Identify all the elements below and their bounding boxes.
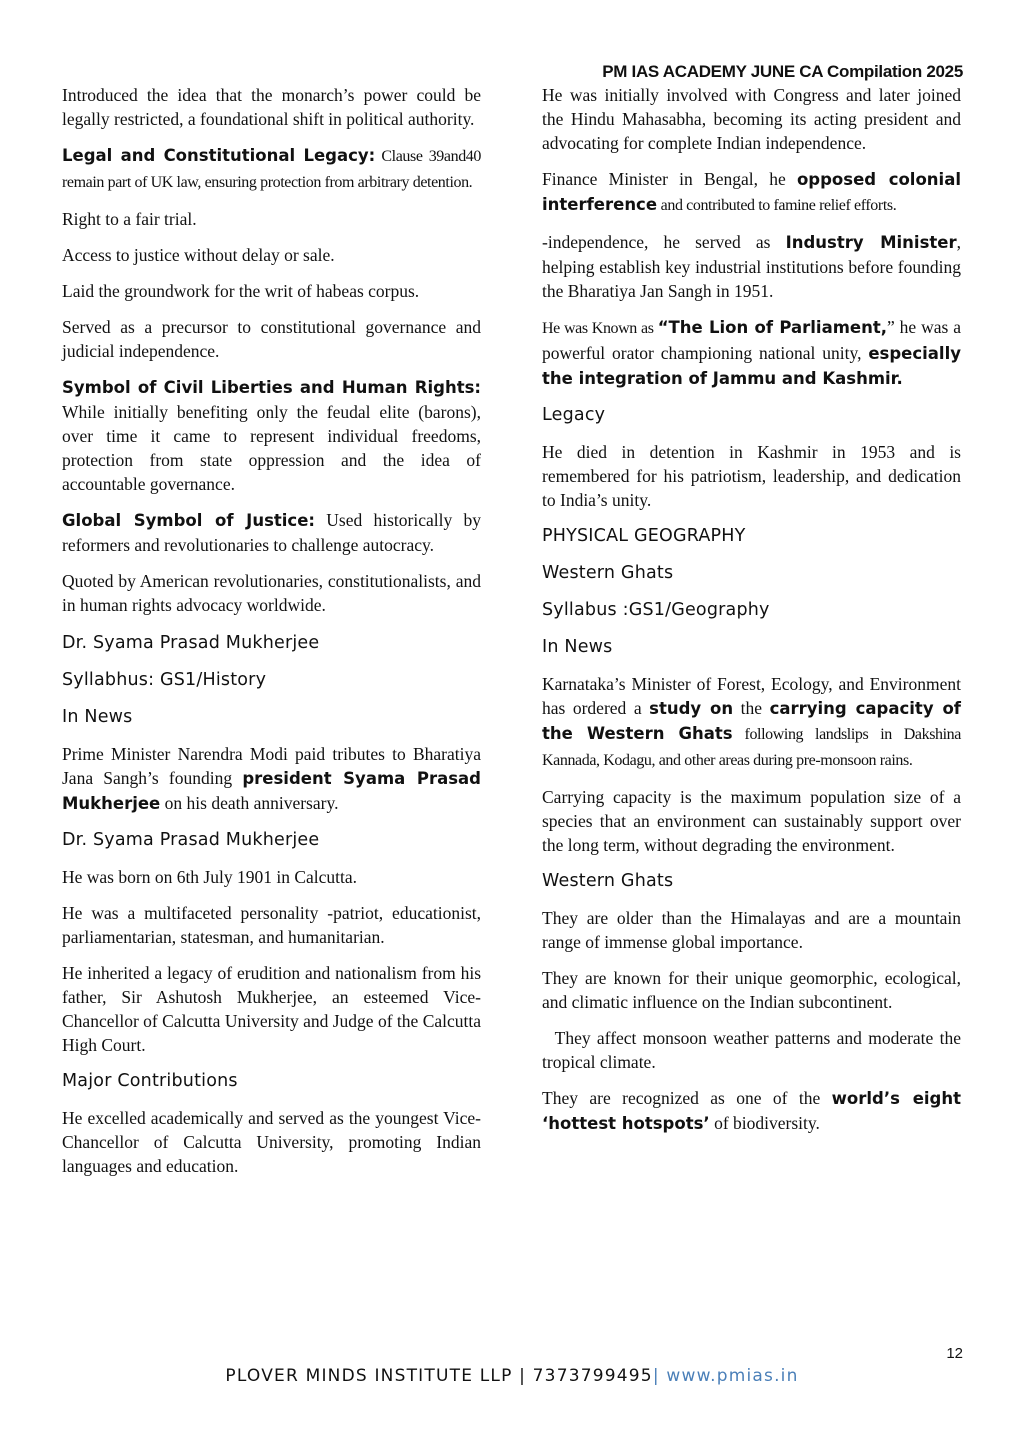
footer-org: PLOVER MINDS INSTITUTE LLP | 7373799495 — [225, 1366, 653, 1386]
text: Karnataka’s Minister of Forest, Ecology, and Environment has ordered a — [542, 674, 961, 718]
paragraph: He inherited a legacy of erudition and nationalism from his father, Sir Ashutosh Mukherjee, an esteemed Vice-Chancellor of Calcutta University and Judge of the Calcutta High Court. — [62, 963, 481, 1055]
paragraph-finance — [542, 167, 961, 218]
paragraph-legal-legacy — [62, 143, 481, 195]
text: They are recognized as one of the — [542, 1088, 832, 1108]
paragraph-lion — [542, 315, 961, 391]
page-number: 12 — [946, 1345, 963, 1362]
text: Used historically by reformers and revolutionaries to challenge autocracy. — [62, 510, 482, 555]
paragraph: Carrying capacity is the maximum population size of a species that an environment can sustainably support over the long term, without degrading the environment. — [542, 787, 961, 855]
syllabus-heading: Syllabus :GS1/Geography — [542, 600, 770, 620]
bold-text: Industry Minister — [785, 233, 957, 252]
left-column — [62, 83, 481, 1190]
paragraph-news — [62, 742, 481, 816]
section-heading: Dr. Syama Prasad Mukherjee — [62, 830, 320, 850]
paragraph: He died in detention in Kashmir in 1953 and is remembered for his patriotism, leadership, and dedication to India’s unity. — [542, 442, 961, 510]
bold-text: “The Lion of Parliament, — [657, 318, 887, 337]
paragraph: He was born on 6th July 1901 in Calcutta. — [62, 867, 358, 887]
paragraph: They are older than the Himalayas and are a mountain range of immense global importance. — [542, 908, 961, 952]
text: ” he was a powerful orator championing national unity, — [542, 317, 961, 363]
footer — [0, 1366, 1024, 1386]
paragraph: Right to a fair trial. — [62, 209, 197, 229]
header-title: PM IAS ACADEMY JUNE CA Compilation 2025 — [602, 62, 963, 81]
paragraph: He was initially involved with Congress and later joined the Hindu Mahasabha, becoming its acting president and advocating for complete Indian independence. — [542, 85, 961, 153]
text: , helping establish key industrial institutions before founding the Bharatiya Jan Sangh in 1951. — [542, 232, 961, 301]
paragraph: Served as a precursor to constitutional governance and judicial independence. — [62, 317, 481, 361]
bold-text: especially the integration of Jammu and Kashmir. — [542, 344, 961, 388]
section-heading: Major Contributions — [62, 1071, 238, 1091]
paragraph: Introduced the idea that the monarch’s power could be legally restricted, a foundational shift in political authority. — [62, 85, 481, 129]
text: following landslips in Dakshina Kannada, Kodagu, and other areas during pre-monsoon rains. — [542, 726, 961, 769]
bold-text: opposed colonial interference — [542, 170, 961, 214]
paragraph-hotspots — [542, 1086, 961, 1136]
text: Clause 39and40 remain part of UK law, ensuring protection from arbitrary detention. — [62, 148, 482, 191]
in-news-heading: In News — [62, 707, 133, 727]
text: and contributed to famine relief efforts. — [657, 197, 897, 214]
footer-website-link[interactable]: www.pmias.in — [666, 1366, 799, 1386]
paragraph: Quoted by American revolutionaries, constitutionalists, and in human rights advocacy worldwide. — [62, 571, 481, 615]
paragraph: He excelled academically and served as the youngest Vice-Chancellor of Calcutta University, promoting Indian languages and education. — [62, 1108, 481, 1176]
text: He was Known as — [542, 320, 658, 337]
paragraph-industry — [542, 230, 961, 303]
text: -independence, he served as — [542, 232, 786, 252]
bold-text: study on — [649, 699, 734, 718]
bold-text: carrying capacity of the Western Ghats — [542, 699, 961, 743]
paragraph: Access to justice without delay or sale. — [62, 245, 335, 265]
legacy-heading: Legacy — [542, 405, 606, 425]
paragraph-civil-liberties — [62, 375, 481, 496]
section-heading: Western Ghats — [542, 871, 674, 891]
paragraph: He was a multifaceted personality -patriot, educationist, parliamentarian, statesman, and humanitarian. — [62, 903, 481, 947]
text: While initially benefiting only the feudal elite (barons), over time it came to represent individual freedoms, protection from state oppression and the idea of accountable governance. — [62, 402, 481, 494]
text: on his death anniversary. — [160, 793, 339, 813]
section-heading: Dr. Syama Prasad Mukherjee — [62, 633, 320, 653]
right-column — [542, 83, 966, 1148]
text: Finance Minister in Bengal, he — [542, 169, 797, 189]
paragraph-global-symbol — [62, 508, 481, 557]
topic-heading: Western Ghats — [542, 563, 674, 583]
paragraph: They affect monsoon weather patterns and moderate the tropical climate. — [542, 1028, 966, 1072]
paragraph: They are known for their unique geomorphic, ecological, and climatic influence on the Indian subcontinent. — [542, 968, 961, 1012]
paragraph: Laid the groundwork for the writ of habeas corpus. — [62, 281, 420, 301]
text: Prime Minister Narendra Modi paid tributes to Bharatiya Jana Sangh’s founding — [62, 744, 481, 788]
text: the — [733, 698, 770, 718]
bold-text: president Syama Prasad Mukherjee — [62, 769, 481, 813]
text: of biodiversity. — [709, 1113, 820, 1133]
section-heading: PHYSICAL GEOGRAPHY — [542, 526, 746, 546]
paragraph-karnataka — [542, 672, 961, 773]
footer-separator: | — [652, 1366, 667, 1386]
bold-label: Legal and Constitutional Legacy: — [62, 146, 376, 165]
bold-label: Global Symbol of Justice: — [62, 511, 316, 530]
in-news-heading: In News — [542, 637, 613, 657]
bold-text: world’s eight ‘hottest hotspots’ — [542, 1089, 961, 1133]
bold-label: Symbol of Civil Liberties and Human Rights: — [62, 378, 481, 397]
syllabus-heading: Syllabhus: GS1/History — [62, 670, 267, 690]
